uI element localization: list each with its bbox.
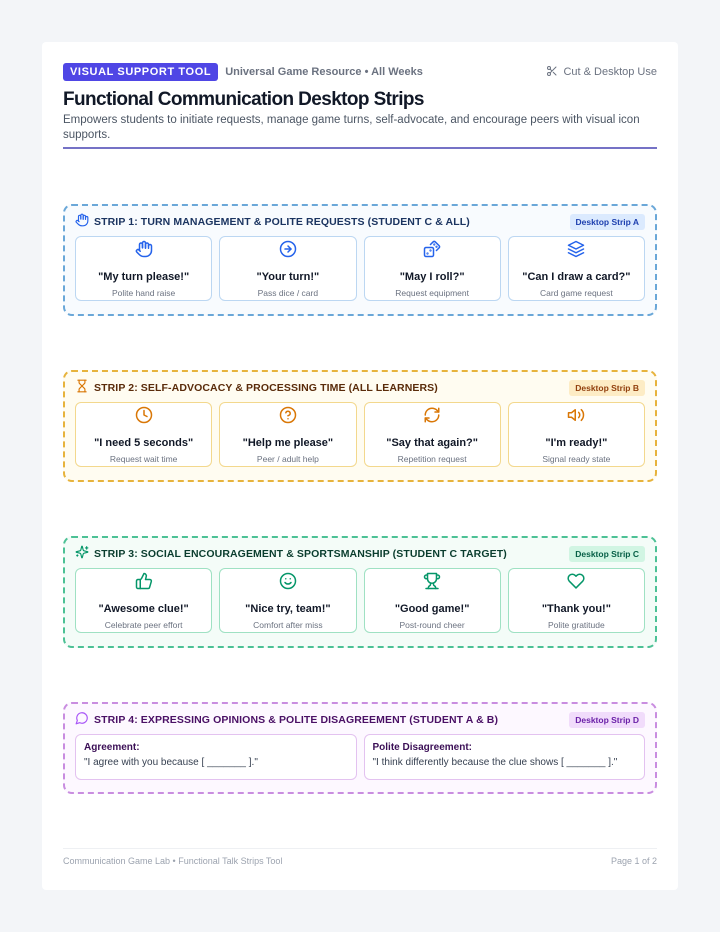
page-header — [63, 63, 657, 143]
disagreement-frame — [364, 734, 646, 780]
strip-header — [75, 712, 645, 728]
resource-meta: Universal Game Resource • All Weeks — [225, 66, 423, 78]
strip-self-advocacy — [63, 370, 657, 482]
thumbs-up-icon — [135, 572, 153, 595]
card-awesome-clue — [75, 568, 212, 633]
card-desc: Polite gratitude — [548, 619, 605, 630]
card-desc: Comfort after miss — [253, 619, 323, 630]
page-title: Functional Communication Desktop Strips — [63, 89, 424, 110]
card-desc: Repetition request — [397, 453, 467, 464]
card-desc: Polite hand raise — [111, 287, 176, 298]
card-say-again — [364, 402, 501, 467]
frame-label: Polite Disagreement: — [372, 742, 472, 753]
hand-raise-icon — [135, 240, 153, 263]
sentence-frame-row — [75, 734, 645, 780]
card-desc: Pass dice / card — [257, 287, 319, 298]
speech-bubble-icon — [75, 711, 89, 730]
footer-credit: Communication Game Lab • Functional Talk Strips Tool — [63, 856, 283, 866]
scissors-icon — [546, 65, 558, 80]
refresh-icon — [423, 406, 441, 429]
card-quote: "I need 5 seconds" — [94, 436, 194, 449]
strip-social-encouragement — [63, 536, 657, 648]
card-row — [75, 236, 645, 301]
frame-text: "I agree with you because [ _______ ]." — [84, 757, 258, 768]
trophy-icon — [423, 572, 441, 595]
card-help-me — [219, 402, 356, 467]
strip-badge: Desktop Strip A — [570, 214, 645, 230]
clock-icon — [135, 406, 153, 429]
header-top-row — [63, 63, 657, 81]
dice-icon — [423, 240, 441, 263]
page-footer — [63, 848, 657, 866]
card-quote: "Awesome clue!" — [98, 602, 189, 615]
card-quote: "Good game!" — [394, 602, 470, 615]
hand-icon — [75, 213, 89, 232]
header-divider — [63, 147, 657, 149]
card-quote: "Your turn!" — [256, 270, 320, 283]
card-thank-you — [508, 568, 645, 633]
arrow-circle-right-icon — [279, 240, 297, 263]
sparkles-icon — [75, 545, 89, 564]
strip-title: STRIP 4: EXPRESSING OPINIONS & POLITE DISAGREEMENT (STUDENT A & B) — [94, 714, 499, 726]
strip-turn-management — [63, 204, 657, 316]
help-circle-icon — [279, 406, 297, 429]
card-nice-try — [219, 568, 356, 633]
frame-text: "I think differently because the clue shows [ _______ ]." — [372, 757, 618, 768]
card-im-ready — [508, 402, 645, 467]
card-your-turn — [219, 236, 356, 301]
hourglass-icon — [75, 379, 89, 398]
card-may-i-roll — [364, 236, 501, 301]
card-desc: Request equipment — [395, 287, 469, 298]
cut-label-text: Cut & Desktop Use — [563, 66, 657, 78]
card-quote: "Can I draw a card?" — [522, 270, 631, 283]
card-good-game — [364, 568, 501, 633]
smile-icon — [279, 572, 297, 595]
card-quote: "My turn please!" — [98, 270, 190, 283]
speaker-icon — [567, 406, 585, 429]
strip-title: STRIP 3: SOCIAL ENCOURAGEMENT & SPORTSMANSHIP (STUDENT C TARGET) — [94, 548, 507, 560]
cut-label — [546, 65, 657, 80]
page-subtitle: Empowers students to initiate requests, manage game turns, self-advocate, and encourage peers with visual icon supports. — [63, 114, 640, 141]
card-desc: Card game request — [539, 287, 613, 298]
strip-header — [75, 380, 645, 396]
strip-header — [75, 546, 645, 562]
card-quote: "I'm ready!" — [545, 436, 608, 449]
heart-icon — [567, 572, 585, 595]
strip-badge: Desktop Strip B — [569, 380, 645, 396]
card-quote: "Help me please" — [242, 436, 334, 449]
card-quote: "Nice try, team!" — [245, 602, 331, 615]
card-desc: Peer / adult help — [256, 453, 319, 464]
page-number: Page 1 of 2 — [610, 856, 657, 866]
document-page — [42, 42, 678, 890]
card-quote: "Say that again?" — [386, 436, 478, 449]
card-my-turn — [75, 236, 212, 301]
strip-expressing-opinions — [63, 702, 657, 794]
card-quote: "Thank you!" — [541, 602, 611, 615]
card-quote: "May I roll?" — [399, 270, 465, 283]
strip-header — [75, 214, 645, 230]
card-desc: Request wait time — [109, 453, 178, 464]
strip-title: STRIP 2: SELF-ADVOCACY & PROCESSING TIME (ALL LEARNERS) — [94, 382, 438, 394]
card-desc: Signal ready state — [542, 453, 611, 464]
strip-title: STRIP 1: TURN MANAGEMENT & POLITE REQUESTS (STUDENT C & ALL) — [94, 216, 470, 228]
card-row — [75, 568, 645, 633]
resource-tag: VISUAL SUPPORT TOOL — [63, 63, 218, 81]
card-row — [75, 402, 645, 467]
card-desc: Post-round cheer — [399, 619, 465, 630]
strip-badge: Desktop Strip D — [569, 712, 645, 728]
strip-badge: Desktop Strip C — [569, 546, 645, 562]
frame-label: Agreement: — [84, 742, 140, 753]
card-desc: Celebrate peer effort — [104, 619, 183, 630]
layers-icon — [567, 240, 585, 263]
agreement-frame — [75, 734, 357, 780]
card-draw-card — [508, 236, 645, 301]
card-need-seconds — [75, 402, 212, 467]
